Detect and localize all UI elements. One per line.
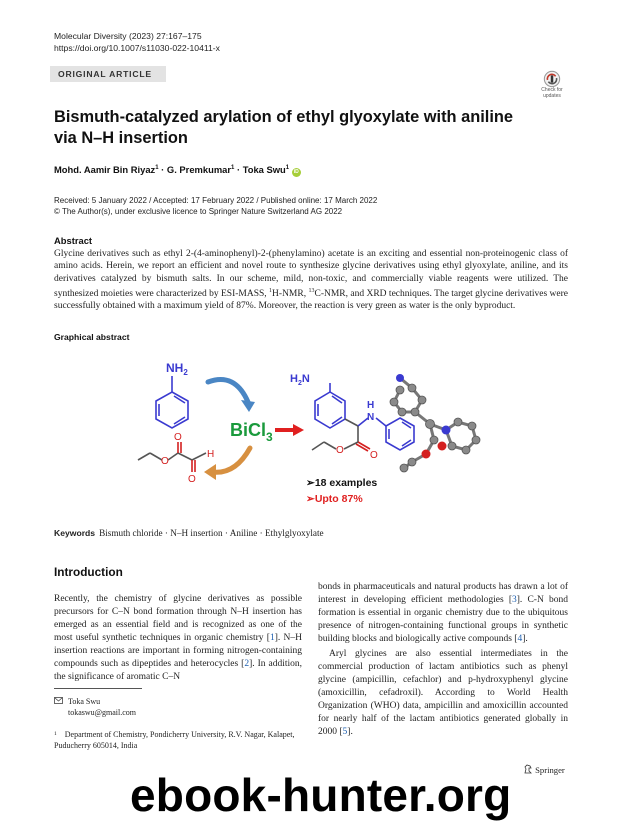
contact-name: Toka Swu xyxy=(68,697,101,706)
graphical-abstract-heading: Graphical abstract xyxy=(54,332,130,342)
author-name[interactable]: G. Premkumar xyxy=(166,164,232,175)
ethyl-glyoxylate-structure xyxy=(138,442,206,472)
curved-arrow-blue xyxy=(208,380,248,403)
author-affiliation: 1 xyxy=(155,164,159,171)
product-nh-h-label: H xyxy=(367,400,375,411)
citation-link[interactable]: 1 xyxy=(269,633,275,643)
abstract-heading: Abstract xyxy=(54,235,93,246)
product-nh-n-label: N xyxy=(367,412,375,423)
aldehyde-oxygen: O xyxy=(188,474,196,485)
intro-paragraph: bonds in pharmaceuticals and natural products has drawn a lot of interest in developing efficient methodologies [3]. C-N bond formation is essential in organic chemistry due to the ubiquitous presence of nitrogen-containing functional groups in synthetic building blocks and biologically active compounds [4]. xyxy=(318,582,568,644)
intro-left-column xyxy=(54,593,302,684)
springer-horse-icon xyxy=(523,764,533,774)
paper-title: Bismuth-catalyzed arylation of ethyl glyoxylate with aniline via N–H insertion xyxy=(54,108,514,147)
keywords-label: Keywords xyxy=(54,528,96,538)
examples-count: ➢18 examples xyxy=(306,477,378,489)
footnote-divider xyxy=(54,688,142,689)
ester-oxygen-label: O xyxy=(161,456,169,467)
isotope-sup: 13 xyxy=(308,287,315,294)
aniline-nh2-label: $NH_2$ xyxy=(166,361,188,377)
publisher-name: Springer xyxy=(535,765,565,775)
isotope-sup: 1 xyxy=(269,287,273,294)
catalyst-label: BiCl$_3$ xyxy=(230,420,273,444)
aldehyde-h-label: H xyxy=(207,449,215,460)
max-yield: ➢Upto 87% xyxy=(306,493,363,505)
copyright-line: © The Author(s), under exclusive licence to Springer Nature Switzerland AG 2022 xyxy=(54,207,343,216)
article-type-label: ORIGINAL ARTICLE xyxy=(50,66,166,82)
product-carbonyl-oxygen: O xyxy=(370,450,378,461)
journal-header xyxy=(54,30,220,54)
check-for-updates-badge[interactable] xyxy=(538,70,566,100)
citation-link[interactable]: 4 xyxy=(517,634,523,644)
abstract-text-part: H-NMR, xyxy=(272,289,309,300)
affiliation-footnote xyxy=(54,729,304,751)
intro-paragraph: Recently, the chemistry of glycine derivatives as possible precursors for C–N bond formation through N–H insertion has emerged as an essential field and is recognized as one of the most useful synthetic techniques in organic chemistry [1]. N–H insertion reactions are important in forming nitrogen-containing compounds such as dipeptides and heterocycles [2]. In addition, the significance of aromatic C–N xyxy=(54,594,302,682)
watermark: ebook-hunter.org xyxy=(130,769,512,821)
citation-link[interactable]: 3 xyxy=(512,595,517,605)
author-name[interactable]: Toka Swu xyxy=(242,164,286,175)
introduction-heading: Introduction xyxy=(54,565,123,579)
author-affiliation: 1 xyxy=(231,164,235,171)
author-affiliation: 1 xyxy=(285,164,290,171)
check-updates-line2: updates xyxy=(543,92,561,99)
abstract-text-part: C-NMR, and XRD techniques. The target glycine derivatives were successfully obtained with a maximum yield of 87%. Moreover, the reaction is very green as water is the only byproduct. xyxy=(54,289,568,312)
publisher-logo xyxy=(523,764,565,775)
contact-email[interactable]: tokaswu@gmail.com xyxy=(68,708,137,717)
abstract-text-part: Glycine derivatives such as ethyl 2-(4-aminophenyl)-2-(phenylamino) acetate is an exciting and essential non-proteinogenic class of amino acids. Herein, we report an efficient and novel route to synthesize glycine derivatives using ethyl glyoxylate, aniline, and its derivatives catalyzed by bismuth salts. In our scheme, mild, non-toxic, and commercially viable reagents were utilized. The synthesized moieties were characterized by ESI-MASS, xyxy=(54,249,568,300)
citation-link[interactable]: 5 xyxy=(342,727,348,737)
intro-right-column xyxy=(318,581,568,739)
check-updates-line1: Check for xyxy=(541,87,563,93)
citation-link[interactable]: 2 xyxy=(244,659,250,669)
corresponding-author xyxy=(54,696,136,718)
aniline-structure xyxy=(156,376,188,428)
affiliation-text: Department of Chemistry, Pondicherry University, R.V. Nagar, Kalapet, Puducherry 605014, India xyxy=(54,730,295,750)
publication-dates xyxy=(54,195,377,217)
abstract-body xyxy=(54,248,568,313)
author-name[interactable]: Mohd. Aamir Bin Riyaz xyxy=(54,164,156,175)
graphical-abstract-figure xyxy=(130,350,580,510)
orcid-icon[interactable]: iD xyxy=(293,169,299,175)
arrowhead-orange xyxy=(204,464,216,480)
reaction-arrowhead xyxy=(293,424,304,436)
intro-paragraph: Aryl glycines are also essential intermediates in the commercial production of lactam antibiotics such as phenyl glycine (ampicillin, cefachlor) and p-hydroxyphenyl glycine (amoxicillin, cefadroxil). According to World Health Organization (WHO) data, ampicillin and amoxicillin accounted for nearly half of the lactam antibiotics generated globally in 2000 [5]. xyxy=(318,649,568,737)
keywords-list: Bismuth chloride · N–H insertion · Aniline · Ethylglyoxylate xyxy=(99,528,324,538)
curved-arrow-orange xyxy=(212,448,250,472)
author-separator: · xyxy=(234,164,243,175)
check-updates-icon xyxy=(543,70,561,88)
product-ester-oxygen: O xyxy=(336,445,344,456)
product-h2n-label: $H_2N$ xyxy=(290,373,310,387)
arrowhead-blue xyxy=(241,400,255,412)
doi-link[interactable]: https://doi.org/10.1007/s11030-022-10411-x xyxy=(54,43,220,53)
author-separator: · xyxy=(158,164,167,175)
mail-icon xyxy=(54,697,63,704)
ester-carbonyl-oxygen: O xyxy=(174,432,182,443)
journal-citation: Molecular Diversity (2023) 27:167–175 xyxy=(54,31,202,41)
affiliation-number: 1 xyxy=(54,731,57,737)
author-list xyxy=(54,164,301,177)
keywords xyxy=(54,528,324,538)
history-dates: Received: 5 January 2022 / Accepted: 17 February 2022 / Published online: 17 March 2022 xyxy=(54,196,378,205)
